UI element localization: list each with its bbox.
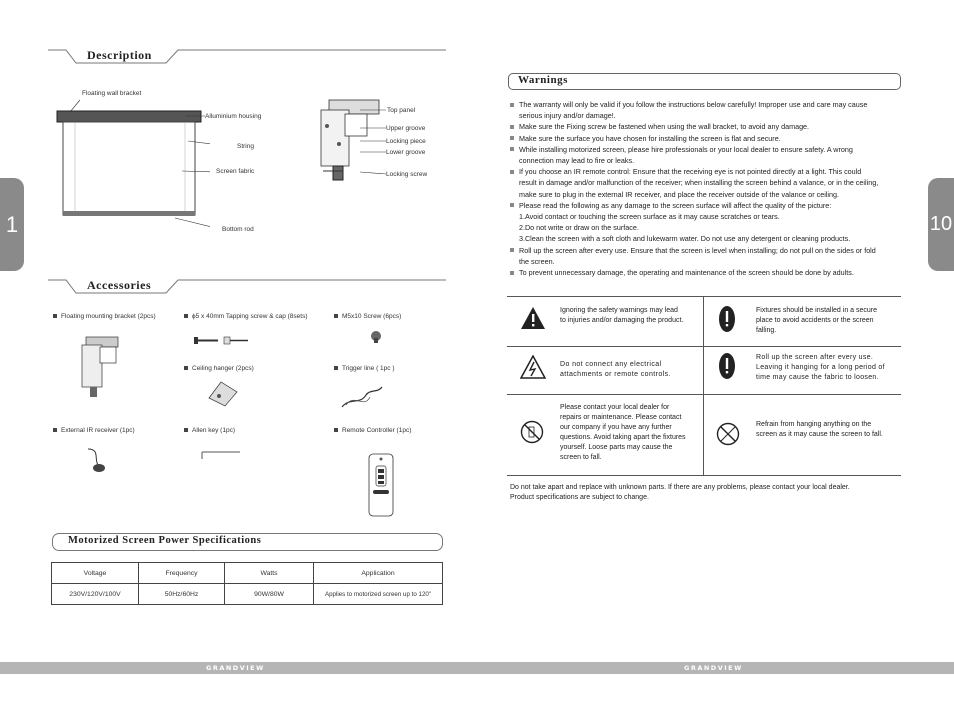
list-item-continuation: 3.Clean the screen with a soft cloth and lukewarm water. Do not use any detergent or cleaning products.	[519, 234, 851, 244]
table-header-cell: Watts	[225, 563, 314, 584]
table-row	[52, 584, 443, 605]
safety-cell-text: Fixtures should be installed in a secure place to avoid accidents or the screen falling.	[756, 307, 878, 334]
list-item-continuation: 2.Do not write or draw on the surface.	[519, 223, 639, 233]
accessory-item: Trigger line ( 1pc )	[334, 365, 395, 372]
bullet-icon	[53, 314, 57, 318]
label-aluminium-housing: Alluminium housing	[205, 113, 262, 120]
list-item-continuation: result in damage and/or malfunction of the receiver; when installing the screen behind a valance, or in the ceiling,	[519, 178, 879, 188]
accessory-item: ϕ5 x 40mm Tapping screw & cap (8sets)	[184, 313, 308, 320]
safety-cell-text: Please contact your local dealer for repairs or maintenance. Please contact our company if you have any further questions. Avoid taking apart the fixtures yourself. Loose parts may cause the screen to fall.	[560, 404, 686, 461]
safety-cell-text: Roll up the screen after every use. Leaving it hanging for a long period of time may cause the fabric to loosen.	[756, 354, 885, 381]
no-disassembly-icon	[520, 420, 544, 444]
bullet-icon	[334, 428, 338, 432]
m5-screw-icon	[369, 330, 383, 344]
bullet-icon	[53, 428, 57, 432]
label-top-panel: Top panel	[387, 107, 416, 114]
table-cell: 230V/120V/100V	[52, 584, 139, 605]
allen-key-icon	[200, 450, 245, 462]
list-item: Roll up the screen after every use. Ensure that the screen is level when installing; do not pull on the sides or fold	[510, 245, 905, 256]
list-item-continuation: serious injury and/or damage!.	[519, 111, 616, 121]
grid-divider	[703, 297, 704, 475]
list-item: To prevent unnecessary damage, the operating and maintenance of the screen should be done by adults.	[510, 267, 905, 278]
no-hanging-icon	[716, 422, 740, 446]
label-lower-groove: Lower groove	[386, 149, 426, 156]
label-screen-fabric: Screen fabric	[216, 168, 255, 175]
accessories-title: Accessories	[87, 278, 152, 292]
list-item-continuation: 1.Avoid contact or touching the screen surface as it may cause scratches or tears.	[519, 212, 780, 222]
caution-exclamation-icon	[718, 305, 736, 333]
table-cell: 90W/80W	[225, 584, 314, 605]
caution-exclamation-icon	[718, 352, 736, 380]
grid-divider	[507, 394, 901, 395]
table-header-cell: Application	[314, 563, 443, 584]
list-item-continuation: make sure to plug in the external IR receiver, and place the receiver outside of the valance or ceiling.	[519, 189, 840, 199]
bullet-icon	[184, 366, 188, 370]
accessory-item: External IR receiver (1pc)	[53, 427, 135, 434]
bullet-icon	[184, 314, 188, 318]
list-item: Please read the following as any damage to the screen surface will affect the quality of the picture:	[510, 200, 905, 211]
list-item: The warranty will only be valid if you follow the instructions below carefully! Improper use and care may cause	[510, 99, 905, 110]
ceiling-hanger-icon	[205, 378, 241, 408]
list-item: While installing motorized screen, please hire professionals or your local dealer to ensure safety. A wrong	[510, 144, 905, 155]
list-item-continuation: connection may lead to fire or leaks.	[519, 156, 635, 166]
trigger-line-icon	[340, 385, 385, 410]
label-upper-groove: Upper groove	[386, 125, 426, 132]
brand-logo-left: GRANDVIEW	[206, 664, 265, 672]
mounting-bracket-icon	[78, 335, 128, 400]
accessory-item: Floating mounting bracket (2pcs)	[53, 313, 156, 320]
page-number-tab-right: 10	[928, 178, 954, 271]
list-item: Make sure the surface you have chosen for installing the screen is flat and secure.	[510, 133, 905, 144]
remote-controller-icon	[367, 452, 395, 518]
accessory-item: Allen key (1pc)	[184, 427, 235, 434]
warnings-list	[510, 99, 905, 278]
brand-logo-right: GRANDVIEW	[684, 664, 743, 672]
list-item-continuation: the screen.	[519, 256, 555, 266]
bullet-icon	[334, 366, 338, 370]
label-string: String	[237, 143, 254, 150]
table-cell: 50Hz/60Hz	[139, 584, 225, 605]
bullet-icon	[334, 314, 338, 318]
warning-triangle-icon	[520, 306, 546, 330]
bullet-icon	[184, 428, 188, 432]
tapping-screw-icon	[192, 333, 252, 347]
table-cell: Applies to motorized screen up to 120"	[314, 584, 443, 605]
accessory-item: M5x10 Screw (6pcs)	[334, 313, 401, 320]
specs-title: Motorized Screen Power Specifications	[68, 535, 262, 546]
list-item: If you choose an IR remote control: Ensure that the receiving eye is not pointed directly at a light. This could	[510, 166, 905, 177]
label-locking-piece: Locking piece	[386, 138, 426, 145]
specs-table	[51, 562, 443, 605]
electric-shock-icon	[520, 355, 546, 379]
closing-note: Product specifications are subject to change.	[510, 494, 649, 501]
accessory-item: Ceiling hanger (2pcs)	[184, 365, 254, 372]
safety-cell-text: Refrain from hanging anything on the screen as it may cause the screen to fall.	[756, 421, 883, 438]
table-header-cell: Voltage	[52, 563, 139, 584]
warnings-title: Warnings	[518, 74, 568, 86]
table-row	[52, 563, 443, 584]
page-number-tab-left: 1	[0, 178, 24, 271]
label-floating-wall-bracket: Floating wall bracket	[82, 90, 142, 97]
closing-note: Do not take apart and replace with unknown parts. If there are any problems, please contact your local dealer.	[510, 484, 850, 491]
label-locking-screw: Locking screw	[386, 171, 428, 178]
safety-cell-text: Ignoring the safety warnings may lead to injuries and/or damaging the product.	[560, 307, 684, 324]
table-header-cell: Frequency	[139, 563, 225, 584]
label-bottom-rod: Bottom rod	[222, 226, 254, 233]
safety-cell-text: Do not connect any electrical attachments or remote controls.	[560, 361, 671, 378]
ir-receiver-icon	[84, 445, 114, 475]
description-title: Description	[87, 48, 152, 62]
list-item: Make sure the Fixing screw be fastened when using the wall bracket, to avoid any damage.	[510, 121, 905, 132]
diagram-leader-lines	[60, 96, 210, 236]
accessory-item: Remote Controller (1pc)	[334, 427, 411, 434]
grid-divider	[507, 346, 901, 347]
